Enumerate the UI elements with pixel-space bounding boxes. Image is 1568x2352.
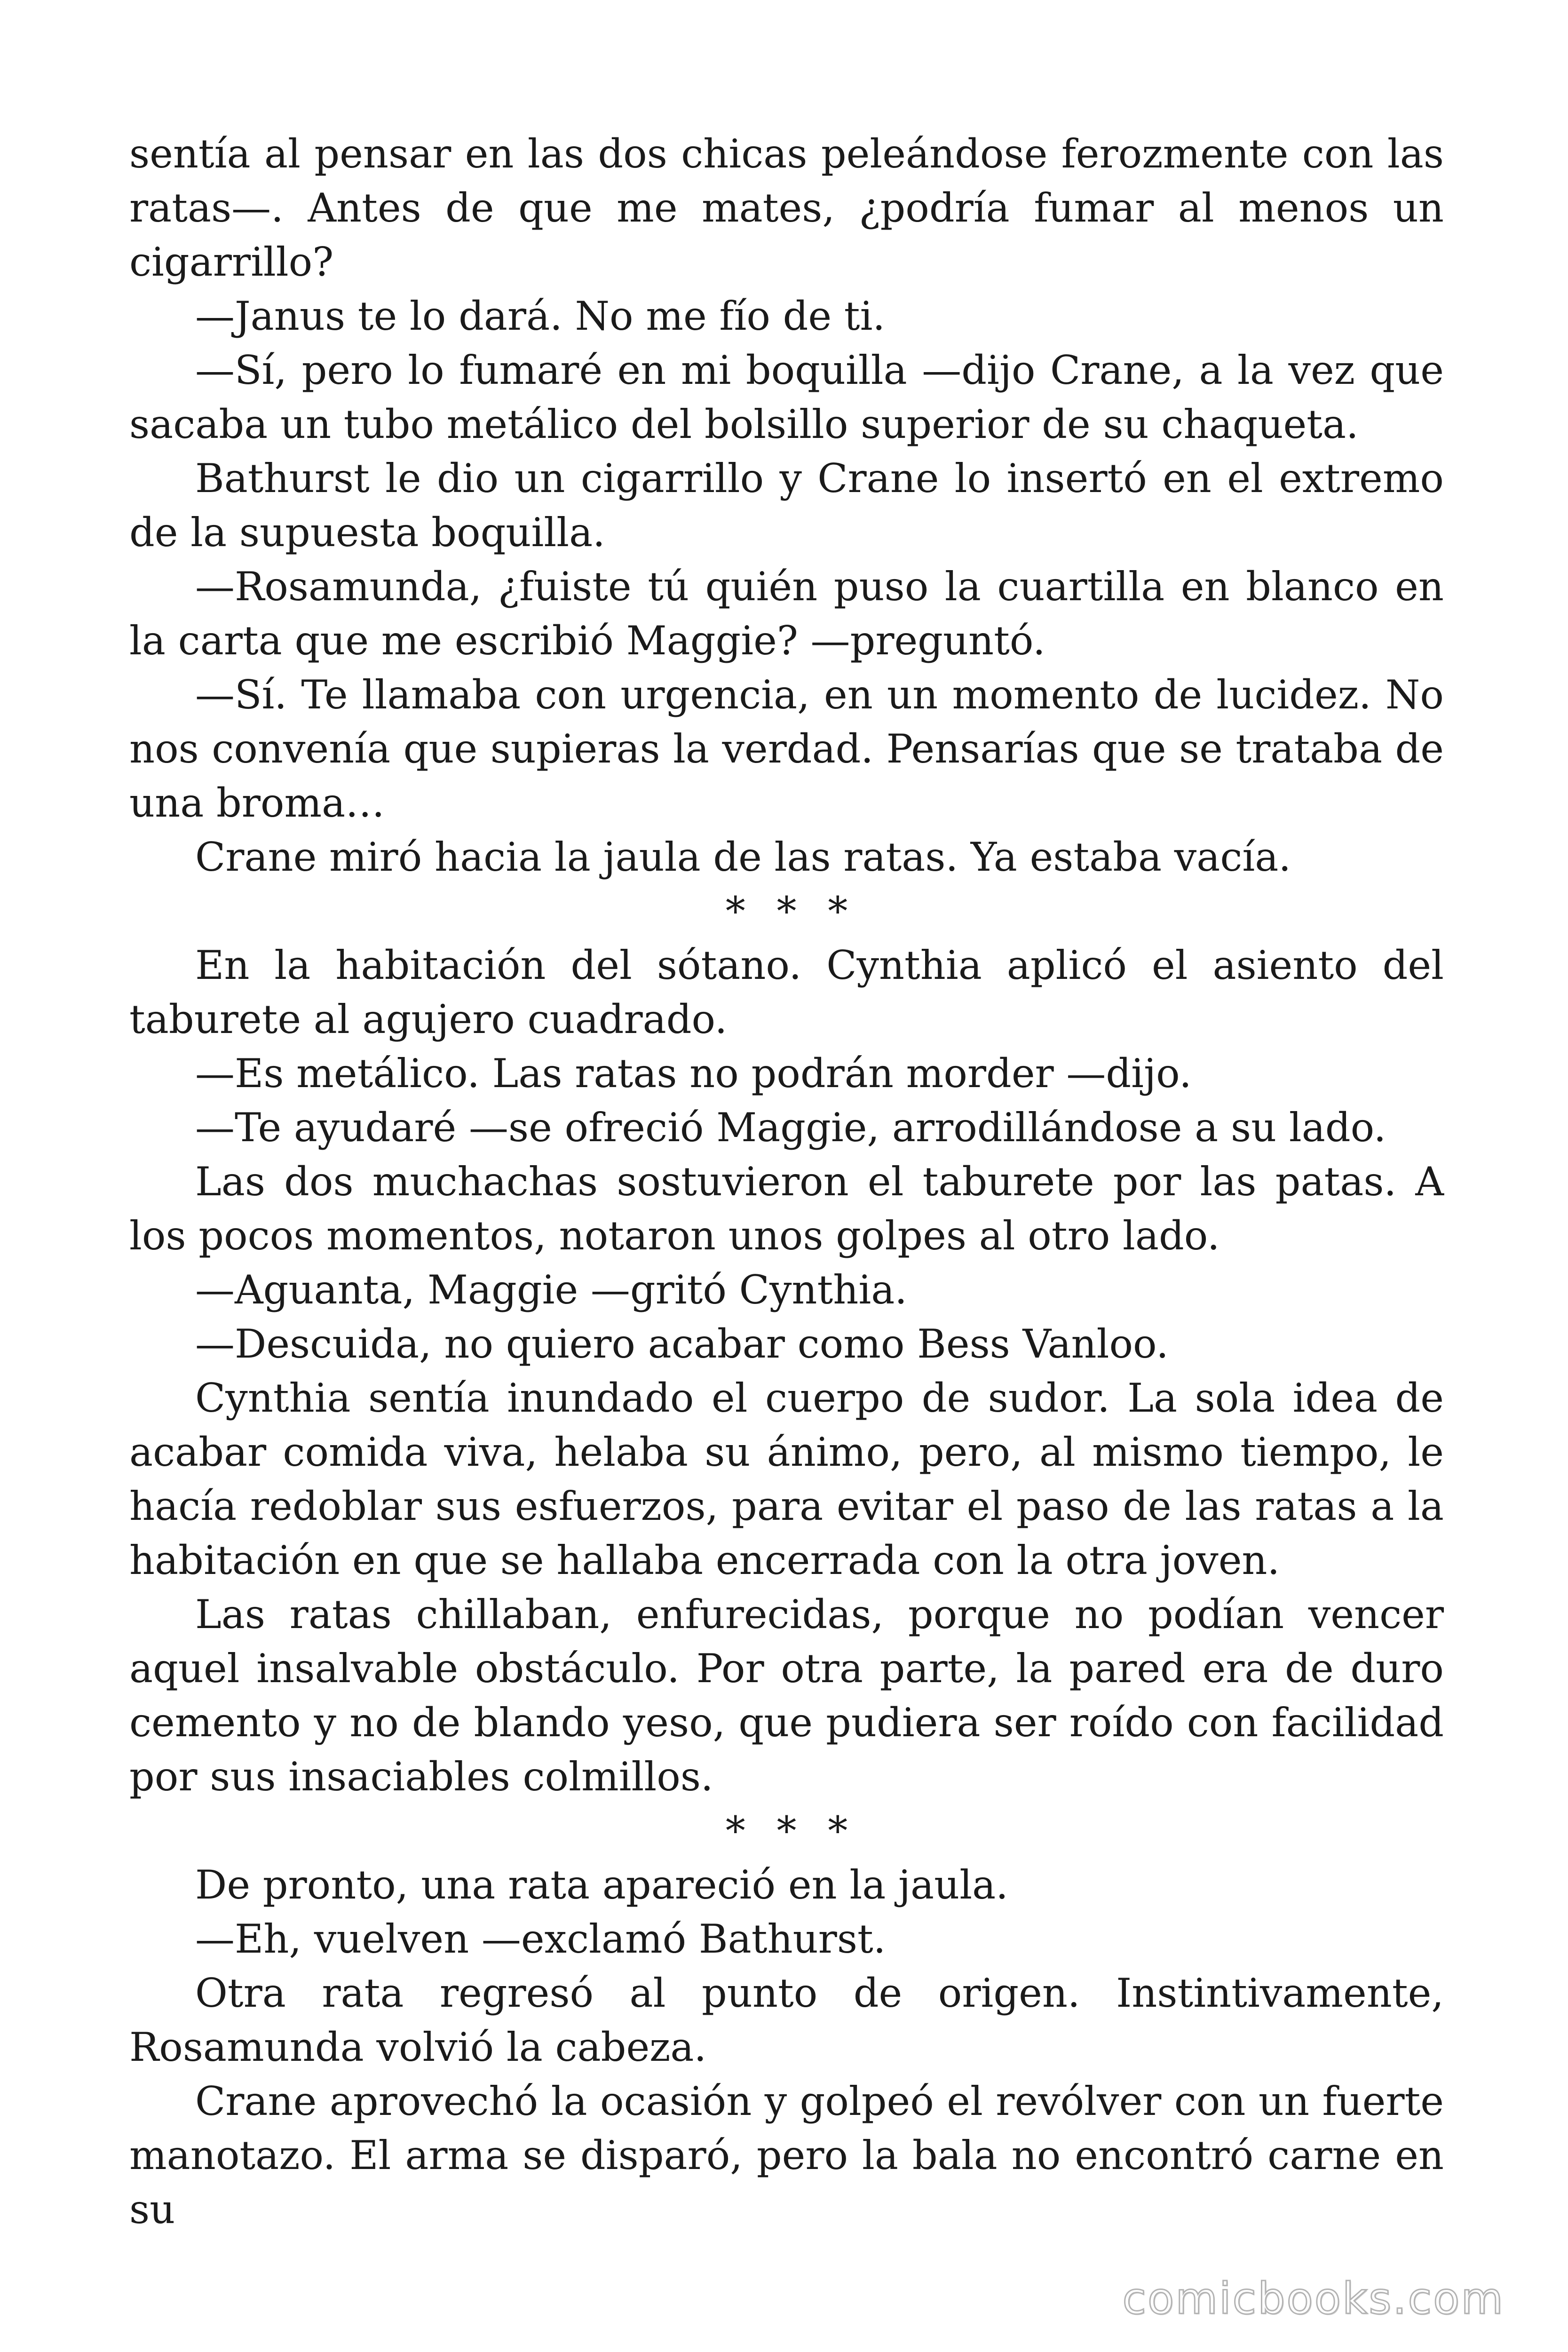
- paragraph: —Aguanta, Maggie —gritó Cynthia.: [195, 1267, 908, 1313]
- paragraph: Las ratas chillaban, enfurecidas, porque no podían vencer aquel insalvable obstáculo. Por otra parte, la pared era de duro cemento y no de blando yeso, que pudiera ser roído con facilidad por sus insaciables colmillos.: [129, 1591, 1444, 1800]
- paragraph: —Descuida, no quiero acabar como Bess Vanloo.: [195, 1321, 1169, 1367]
- paragraph: —Te ayudaré —se ofreció Maggie, arrodillándose a su lado.: [195, 1104, 1386, 1151]
- paragraph: —Sí. Te llamaba con urgencia, en un momento de lucidez. No nos convenía que supieras la verdad. Pensarías que se trataba de una broma…: [129, 672, 1444, 826]
- paragraph: Cynthia sentía inundado el cuerpo de sudor. La sola idea de acabar comida viva, helaba su ánimo, pero, al mismo tiempo, le hacía redoblar sus esfuerzos, para evitar el paso de las ratas a la habitación en que se hallaba encerrada con la otra joven.: [129, 1375, 1444, 1583]
- scene-separator: * * *: [725, 1808, 857, 1854]
- paragraph: Crane miró hacia la jaula de las ratas. Ya estaba vacía.: [195, 834, 1291, 880]
- page-text: [129, 127, 1444, 2237]
- paragraph: Bathurst le dio un cigarrillo y Crane lo insertó en el extremo de la supuesta boquilla.: [129, 455, 1444, 556]
- paragraph: sentía al pensar en las dos chicas peleándose ferozmente con las ratas—. Antes de que me mates, ¿podría fumar al menos un cigarrillo?: [129, 131, 1444, 285]
- paragraph: —Es metálico. Las ratas no podrán morder —dijo.: [195, 1050, 1192, 1097]
- scene-separator: * * *: [725, 888, 857, 934]
- paragraph: —Rosamunda, ¿fuiste tú quién puso la cuartilla en blanco en la carta que me escribió Maggie? —preguntó.: [129, 564, 1444, 664]
- paragraph: —Eh, vuelven —exclamó Bathurst.: [195, 1916, 886, 1962]
- paragraph: En la habitación del sótano. Cynthia aplicó el asiento del taburete al agujero cuadrado.: [129, 942, 1444, 1042]
- paragraph: —Janus te lo dará. No me fío de ti.: [195, 293, 886, 339]
- paragraph: Otra rata regresó al punto de origen. Instintivamente, Rosamunda volvió la cabeza.: [129, 1970, 1444, 2070]
- watermark: comicbooks.com: [1122, 2273, 1505, 2324]
- paragraph: —Sí, pero lo fumaré en mi boquilla —dijo Crane, a la vez que sacaba un tubo metálico del bolsillo superior de su chaqueta.: [129, 347, 1444, 447]
- paragraph: Crane aprovechó la ocasión y golpeó el revólver con un fuerte manotazo. El arma se disparó, pero la bala no encontró carne en su: [129, 2078, 1444, 2233]
- paragraph: De pronto, una rata apareció en la jaula.: [195, 1862, 1008, 1908]
- paragraph: Las dos muchachas sostuvieron el taburete por las patas. A los pocos momentos, notaron unos golpes al otro lado.: [129, 1159, 1444, 1259]
